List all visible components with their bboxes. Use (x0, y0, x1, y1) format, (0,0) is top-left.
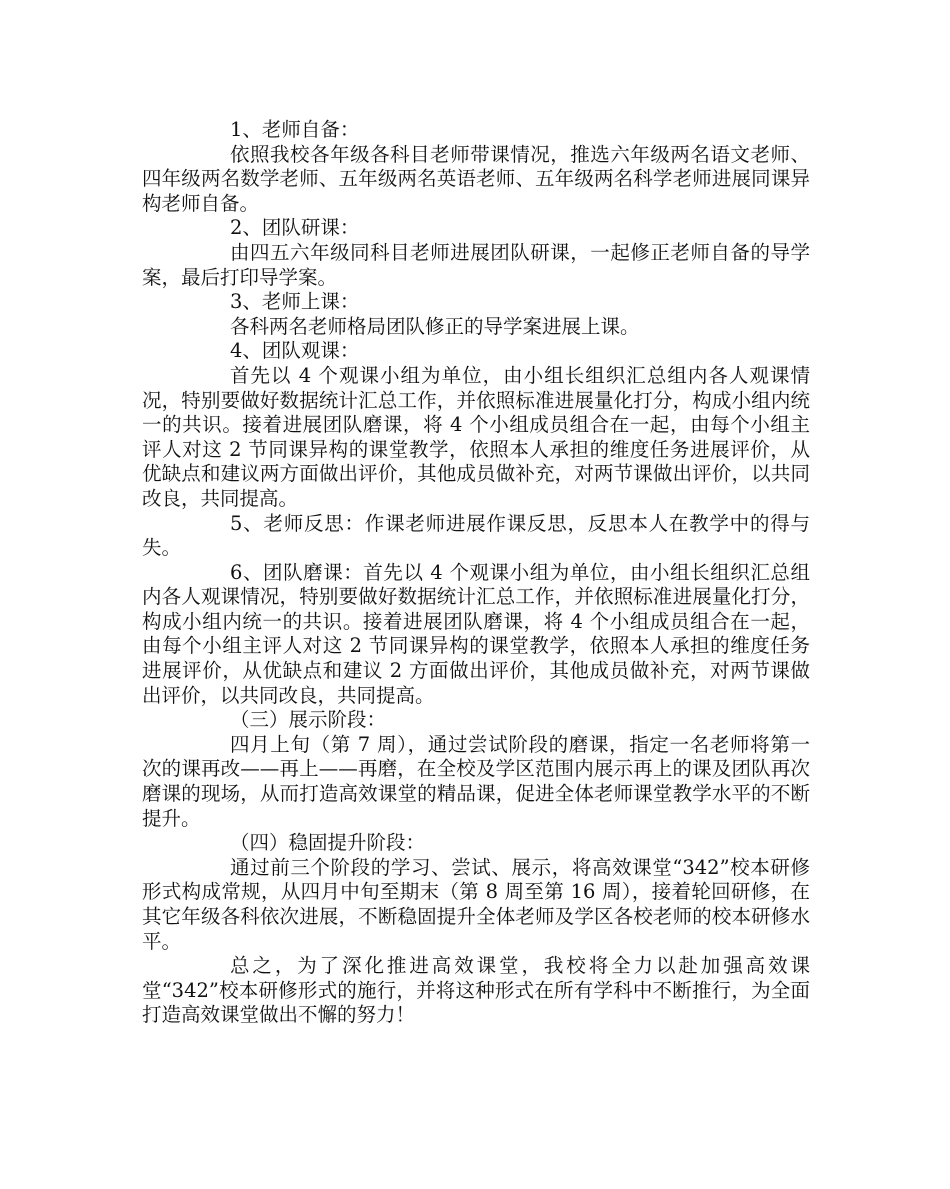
paragraph-consolidation-stage: 通过前三个阶段的学习、尝试、展示，将高效课堂“342”校本研修形式构成常规，从四月中旬至期末（第 8 周至第 16 周），接着轮回研修，在其它年级各科依次进展，不断稳固提升全体老师及学区各校老师的校本研修水平。 (142, 855, 810, 953)
section-heading-showcase-stage: （三）展示阶段： (230, 708, 387, 732)
document-body (142, 118, 810, 1028)
section-heading-teacher-prep: 1、老师自备： (230, 118, 360, 141)
paragraph-showcase-stage: 四月上旬（第 7 周），通过尝试阶段的磨课，指定一名老师将第一次的课再改——再上——再磨，在全校及学区范围内展示再上的课及团队再次磨课的现场，从而打造高效课堂的精品课，促进全体老师课堂教学水平的不断提升。 (142, 732, 810, 830)
section-heading-team-observation: 4、团队观课： (230, 339, 360, 363)
paragraph-conclusion: 总之，为了深化推进高效课堂，我校将全力以赴加强高效课堂“342”校本研修形式的施行，并将这种形式在所有学科中不断推行，为全面打造高效课堂做出不懈的努力！ (142, 954, 810, 1027)
section-heading-consolidation-stage: （四）稳固提升阶段： (230, 831, 426, 855)
paragraph-teacher-reflection: 5、老师反思：作课老师进展作课反思，反思本人在教学中的得与失。 (142, 511, 810, 560)
paragraph-teacher-teaching: 各科两名老师格局团队修正的导学案进展上课。 (230, 314, 640, 338)
section-heading-team-lesson-study: 2、团队研课： (230, 216, 360, 240)
paragraph-team-observation: 首先以 4 个观课小组为单位，由小组长组织汇总组内各人观课情况，特别要做好数据统计汇总工作，并依照标准进展量化打分，构成小组内统一的共识。接着进展团队磨课，将 4 个小组成员组合在一起，由每个小组主评人对这 2 节同课异构的课堂教学，依照本人承担的维度任务进展评价，从优缺点和建议两方面做出评价，其他成员做补充，对两节课做出评价，以共同改良，共同提高。 (142, 363, 810, 510)
paragraph-team-polishing: 6、团队磨课：首先以 4 个观课小组为单位，由小组长组织汇总组内各人观课情况，特别要做好数据统计汇总工作，并依照标准进展量化打分，构成小组内统一的共识。接着进展团队磨课，将 4 个小组成员组合在一起，由每个小组主评人对这 2 节同课异构的课堂教学，依照本人承担的维度任务进展评价，从优缺点和建议 2 方面做出评价，其他成员做补充，对两节课做出评价，以共同改良，共同提高。 (142, 560, 810, 707)
section-heading-teacher-teaching: 3、老师上课： (230, 290, 360, 314)
paragraph-teacher-prep: 依照我校各年级各科目老师带课情况，推选六年级两名语文老师、四年级两名数学老师、五年级两名英语老师、五年级两名科学老师进展同课异构老师自备。 (142, 142, 810, 215)
paragraph-team-lesson-study: 由四五六年级同科目老师进展团队研课，一起修正老师自备的导学案，最后打印导学案。 (142, 240, 810, 289)
